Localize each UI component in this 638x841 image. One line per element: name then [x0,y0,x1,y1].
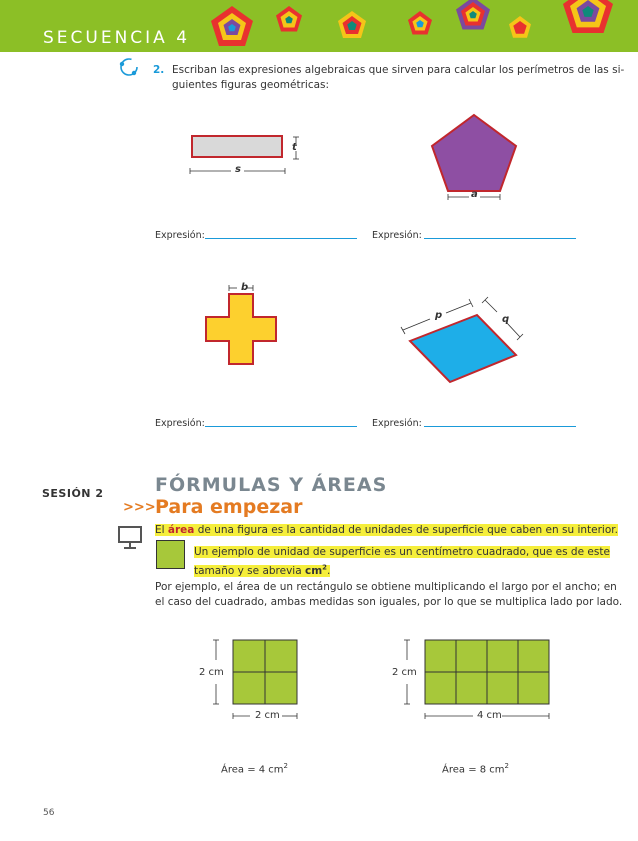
rectangle-dimension-lines [185,132,305,182]
expression-answer-line-1[interactable] [205,238,357,239]
arrows-marker: >>> [123,500,156,515]
exercise-text-line1: Escriban las expresiones algebraicas que sirven para calcular los perímetros de las si- [172,64,625,76]
pentagon-decoration-1 [211,6,253,46]
expression-answer-line-2[interactable] [424,238,576,239]
cross-side-label: b [241,282,249,293]
unit-text-line1: Un ejemplo de unidad de superficie es un centímetro cuadrado, que es de este [194,546,610,558]
pentagon-side-label: a [471,189,478,200]
pentagon-decoration-2 [276,6,302,32]
sequence-title: SECUENCIA 4 [43,28,191,48]
pentagon-decoration-7 [563,0,613,33]
parallelogram-side2-label: q [502,314,510,325]
area-definition [155,523,618,538]
computer-monitor-icon [117,524,143,550]
definition-pre: El [155,524,168,536]
expression-answer-line-3[interactable] [205,426,357,427]
square-height-label: 2 cm [199,667,224,678]
exercise-instructions [172,63,625,93]
header-pentagons [0,0,638,52]
unit-text-end: . [327,564,331,577]
section-title: FÓRMULAS Y ÁREAS [155,474,388,496]
rectangle-area-label: Área = 8 $cm^2$ [442,762,509,776]
session-label: SESIÓN 2 [42,487,104,500]
cross-figure [200,280,280,375]
example-paragraph [155,580,623,610]
pentagon-decoration-4 [408,11,432,35]
unit-abbreviation: cm [305,564,323,577]
activity-icon [118,56,140,78]
expression-label-4: Expresión: [372,418,422,429]
expression-label-2: Expresión: [372,230,422,241]
square-area-label: Área = 4 $cm^2$ [221,762,288,776]
expression-answer-line-4[interactable] [424,426,576,427]
definition-post: de una figura es la cantidad de unidades de superficie que caben en su interior. [194,524,618,536]
definition-term: área [167,524,195,536]
expression-label-1: Expresión: [155,230,205,241]
paragraph-line2: el caso del cuadrado, ambas medidas son iguales, por lo que se multiplica lado por lado. [155,596,623,608]
square-width-label: 2 cm [255,710,280,721]
rectangle-width-label: 4 cm [477,710,502,721]
expression-label-3: Expresión: [155,418,205,429]
page-number: 56 [43,808,55,818]
parallelogram-figure [398,290,528,390]
unit-text-line2: tamaño y se abrevia [194,564,305,577]
exercise-text-line2: guientes figuras geométricas: [172,79,330,91]
pentagon-decoration-3 [338,11,366,38]
unit-explanation [194,545,610,579]
section-subtitle: Para empezar [155,496,303,518]
square-centimeter-sample [156,540,185,569]
rectangle-width-label: s [235,164,241,175]
pentagon-decoration-5 [456,0,490,30]
rectangle-height-label: 2 cm [392,667,417,678]
exercise-number: 2. [153,64,165,76]
rectangle-height-label: t [292,142,297,153]
paragraph-line1: Por ejemplo, el área de un rectángulo se obtiene multiplicando el largo por el ancho; en [155,581,617,593]
pentagon-decoration-6 [509,16,531,38]
parallelogram-side1-label: p [435,310,443,321]
unit-superscript: 2 [322,563,328,571]
